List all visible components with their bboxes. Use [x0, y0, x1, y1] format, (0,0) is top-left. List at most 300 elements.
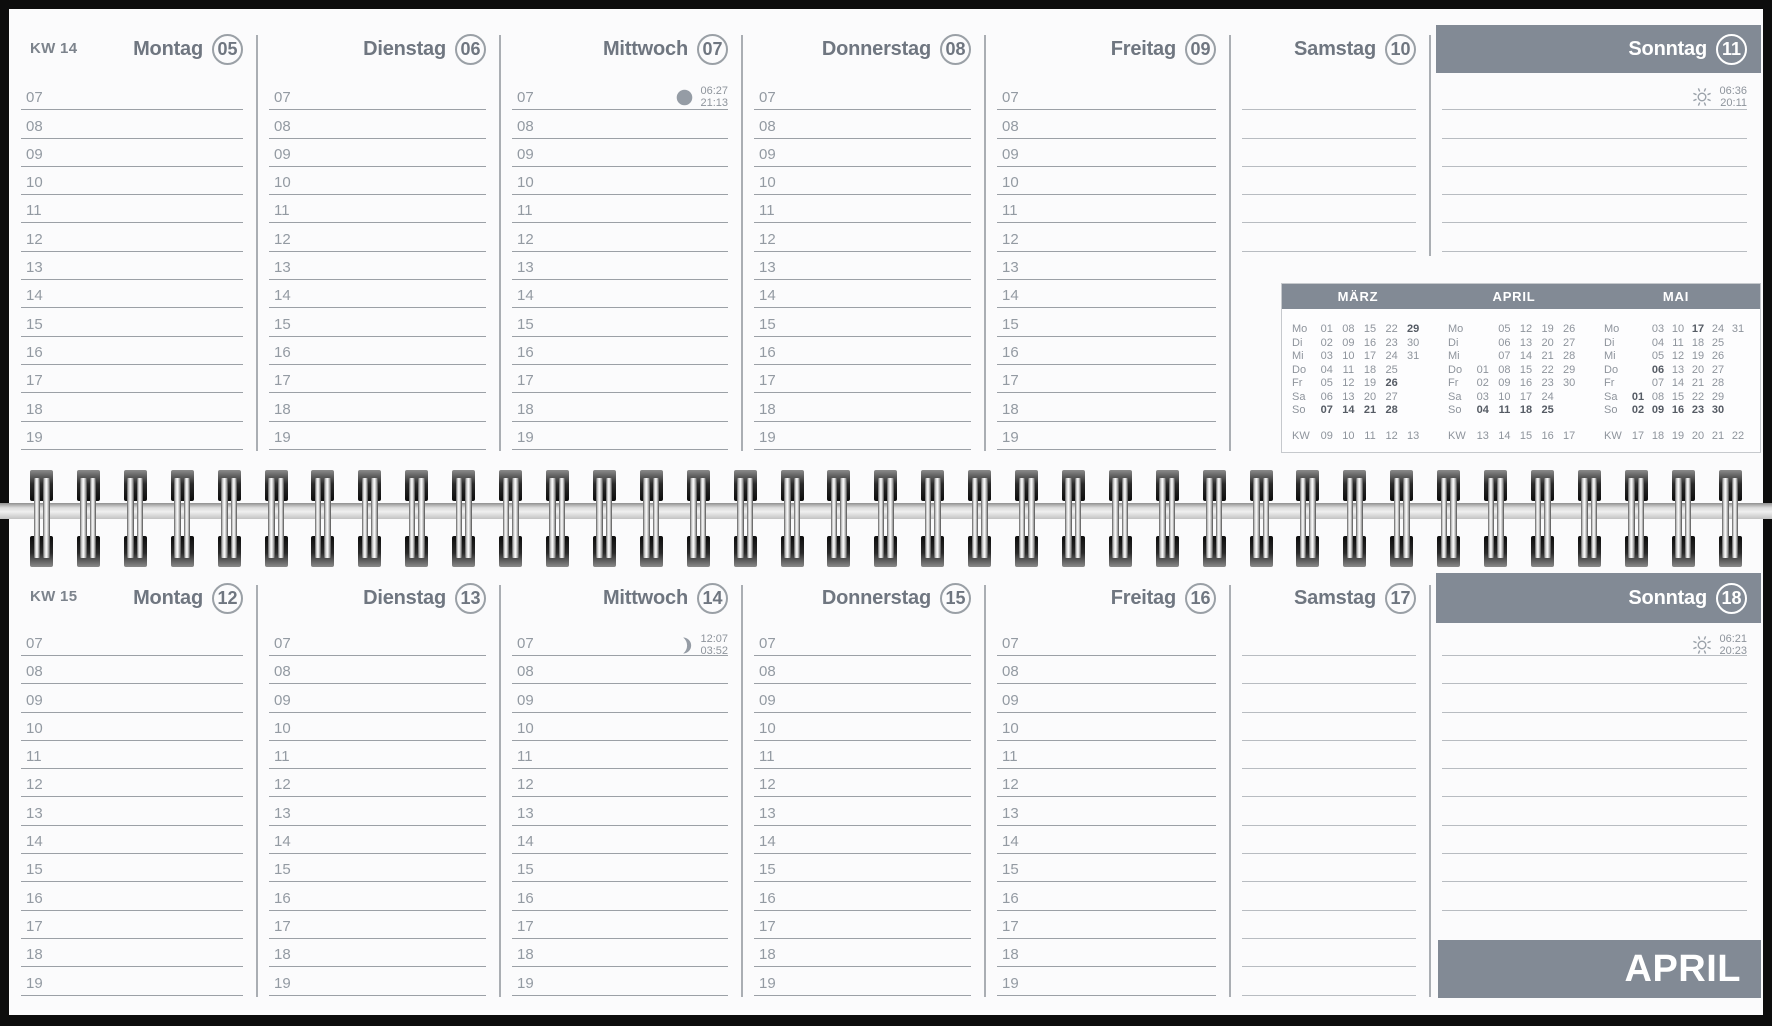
- day-name-label: Montag: [133, 586, 203, 609]
- day-rows: [1242, 82, 1416, 252]
- mini-cal-date: 21: [1363, 404, 1377, 416]
- mini-cal-date: 19: [1691, 350, 1705, 362]
- hour-row: [997, 365, 1216, 393]
- hour-row: [997, 139, 1216, 167]
- binding-loop: [171, 468, 194, 568]
- hour-label: 16: [1002, 889, 1019, 907]
- day-name-label: Dienstag: [363, 586, 446, 609]
- hour-row: [512, 769, 728, 797]
- hour-label: 19: [26, 428, 43, 446]
- binding-wire: [1722, 478, 1729, 558]
- binding-wire: [503, 478, 510, 558]
- binding-wire: [1019, 478, 1026, 558]
- hour-row: [21, 741, 243, 769]
- mini-cal-week-number: 21: [1711, 430, 1725, 442]
- mini-cal-date: 19: [1363, 377, 1377, 389]
- sunday-header-bar: [1436, 573, 1761, 623]
- hour-row: [21, 422, 243, 450]
- writing-line: [1242, 656, 1416, 684]
- binding-wire: [409, 478, 416, 558]
- column-divider: [984, 35, 986, 451]
- day-name-label: Dienstag: [363, 37, 446, 60]
- binding-wire: [1263, 478, 1270, 558]
- mini-cal-day-label: Sa: [1604, 390, 1618, 403]
- hour-row: [21, 337, 243, 365]
- hour-label: 12: [759, 230, 776, 248]
- day-name-label: Sonntag: [1628, 586, 1707, 609]
- writing-line: [1242, 167, 1416, 195]
- hour-row: [21, 393, 243, 421]
- hour-label: 15: [274, 315, 291, 333]
- binding-wire: [700, 478, 707, 558]
- set-time: 20:11: [1720, 97, 1747, 109]
- hour-row: [997, 393, 1216, 421]
- day-number-badge: 11: [1716, 34, 1747, 65]
- binding-wire: [1253, 478, 1260, 558]
- mini-cal-date: 29: [1711, 390, 1725, 403]
- day-number-badge: 17: [1385, 583, 1416, 614]
- hour-label: 10: [1002, 174, 1019, 192]
- set-time: 21:13: [700, 97, 728, 109]
- mini-cal-date: 12: [1671, 350, 1685, 362]
- column-divider: [1229, 35, 1231, 451]
- binding-wire: [1497, 478, 1504, 558]
- binding-loop: [1484, 468, 1507, 568]
- hour-label: 08: [26, 663, 43, 681]
- binding-loop: [1578, 468, 1601, 568]
- hour-label: 17: [26, 372, 43, 390]
- mini-cal-date: 17: [1691, 323, 1705, 335]
- hour-row: [997, 797, 1216, 825]
- mini-cal-date: [1728, 337, 1748, 351]
- mini-cal-date: [1628, 323, 1648, 337]
- hour-label: 07: [26, 89, 43, 107]
- hour-label: 07: [517, 634, 534, 652]
- mini-cal-date: 12: [1342, 377, 1355, 389]
- column-divider: [741, 585, 743, 997]
- hour-label: 07: [517, 89, 534, 107]
- hour-label: 19: [274, 428, 291, 446]
- hour-row: [754, 365, 971, 393]
- hour-label: 07: [274, 89, 291, 107]
- hour-row: [754, 854, 971, 882]
- mini-cal-date: 08: [1498, 363, 1511, 376]
- mini-cal-date: 20: [1363, 390, 1377, 403]
- mini-cal-date: 18: [1691, 336, 1705, 349]
- day-number-badge: 06: [455, 34, 486, 65]
- hour-label: 13: [517, 804, 534, 822]
- hour-label: 19: [26, 974, 43, 992]
- hour-label: 09: [517, 691, 534, 709]
- writing-line: [1242, 854, 1416, 882]
- hour-label: 09: [274, 145, 291, 163]
- mini-cal-date: 26: [1385, 377, 1398, 389]
- hour-label: 16: [517, 343, 534, 361]
- mini-cal-date: 08: [1342, 323, 1355, 335]
- mini-cal-date: 26: [1563, 323, 1576, 335]
- mini-cal-date: [1628, 377, 1648, 391]
- binding-loop: [1343, 468, 1366, 568]
- binding-loop: [218, 468, 241, 568]
- rise-time: 06:27: [700, 85, 728, 97]
- mini-cal-date: 31: [1731, 323, 1745, 335]
- mini-cal-date: 04: [1651, 336, 1665, 349]
- hour-row: [512, 337, 728, 365]
- mini-cal-date: 01: [1631, 390, 1645, 403]
- mini-cal-date: 13: [1342, 390, 1355, 403]
- writing-line: [1442, 797, 1747, 825]
- hour-label: 10: [274, 719, 291, 737]
- hour-label: 16: [26, 343, 43, 361]
- hour-row: [754, 280, 971, 308]
- day-column-mittwoch: [500, 9, 742, 503]
- mini-cal-date: [1728, 364, 1748, 378]
- binding-loop: [405, 468, 428, 568]
- day-column-mittwoch: [500, 519, 742, 1015]
- hour-row: [269, 911, 486, 939]
- binding-loop: [1719, 468, 1742, 568]
- binding-wire: [1159, 478, 1166, 558]
- mini-cal-date: 16: [1671, 404, 1685, 416]
- hour-row: [269, 713, 486, 741]
- binding-loop: [1531, 468, 1554, 568]
- mini-cal-date: [1402, 391, 1424, 405]
- hour-label: 13: [26, 259, 43, 277]
- mini-cal-date: 26: [1711, 350, 1725, 362]
- hour-label: 15: [517, 315, 534, 333]
- binding-wire: [324, 478, 331, 558]
- hour-label: 08: [1002, 663, 1019, 681]
- hour-label: 11: [1002, 202, 1018, 220]
- hour-label: 14: [274, 833, 291, 851]
- hour-row: [269, 882, 486, 910]
- mini-cal-date: 09: [1498, 377, 1511, 389]
- writing-line: [1442, 167, 1747, 195]
- mini-cal-week-number: 10: [1342, 430, 1355, 442]
- mini-cal-row: [1448, 404, 1580, 418]
- binding-wire: [690, 478, 697, 558]
- day-number-badge: 18: [1716, 583, 1747, 614]
- binding-wire: [1065, 478, 1072, 558]
- hour-row: [21, 854, 243, 882]
- mini-cal-date: 21: [1691, 377, 1705, 389]
- day-number-badge: 16: [1185, 583, 1216, 614]
- binding-loop: [1296, 468, 1319, 568]
- binding-loop: [874, 468, 897, 568]
- mini-cal-date: 13: [1519, 336, 1533, 349]
- hour-row: [21, 365, 243, 393]
- day-column-donnerstag: [742, 519, 985, 1015]
- hour-label: 16: [517, 889, 534, 907]
- mini-cal-date: 28: [1385, 404, 1398, 416]
- mini-cal-row: [1448, 377, 1580, 391]
- hour-label: 07: [759, 634, 776, 652]
- hour-row: [269, 167, 486, 195]
- hour-row: [269, 797, 486, 825]
- binding-wire: [1488, 478, 1495, 558]
- hour-label: 17: [1002, 372, 1019, 390]
- mini-cal-date: 27: [1711, 363, 1725, 376]
- hour-label: 14: [517, 833, 534, 851]
- hour-label: 12: [517, 230, 534, 248]
- mini-cal-date: 29: [1407, 323, 1420, 335]
- mini-cal-date: [1728, 391, 1748, 405]
- day-column-samstag: [1230, 519, 1430, 1015]
- hour-row: [512, 713, 728, 741]
- mini-cal-date: 22: [1541, 363, 1554, 376]
- mini-cal-row: [1448, 337, 1580, 351]
- hour-label: 13: [759, 259, 776, 277]
- hour-label: 11: [759, 748, 775, 766]
- mini-cal-date: 05: [1498, 323, 1511, 335]
- astro-times: [700, 633, 728, 657]
- column-divider: [256, 585, 258, 997]
- hour-label: 17: [274, 917, 291, 935]
- hour-label: 08: [274, 663, 291, 681]
- hour-label: 15: [517, 861, 534, 879]
- hour-label: 15: [1002, 315, 1019, 333]
- binding-wire: [840, 478, 847, 558]
- hour-row: [21, 308, 243, 336]
- day-header: [1436, 25, 1761, 73]
- mini-cal-date: [1472, 337, 1494, 351]
- binding-wire: [418, 478, 425, 558]
- hour-row: [21, 82, 243, 110]
- mini-cal-row: [1292, 377, 1424, 391]
- mini-cal-date: 29: [1563, 363, 1576, 376]
- mini-cal-date: [1728, 404, 1748, 418]
- mini-cal-kw-label: KW: [1604, 430, 1622, 442]
- mini-cal-date: 10: [1342, 350, 1355, 362]
- mini-cal-day-label: Mi: [1448, 350, 1460, 362]
- hour-row: [21, 769, 243, 797]
- hour-label: 09: [759, 145, 776, 163]
- day-header: [1230, 25, 1430, 73]
- hour-row: [997, 684, 1216, 712]
- mini-cal-date: 17: [1519, 390, 1533, 403]
- hour-row: [269, 628, 486, 656]
- hour-label: 08: [759, 663, 776, 681]
- mini-cal-row: [1448, 391, 1580, 405]
- binding-wire: [747, 478, 754, 558]
- binding-loop: [687, 468, 710, 568]
- mini-cal-week-number: 13: [1407, 430, 1420, 442]
- hour-row: [754, 713, 971, 741]
- binding-loop: [124, 468, 147, 568]
- writing-line: [1242, 82, 1416, 110]
- hour-row: [754, 82, 971, 110]
- hour-row: [21, 684, 243, 712]
- binding-wire: [1441, 478, 1448, 558]
- binding-wire: [221, 478, 228, 558]
- hour-row: [21, 252, 243, 280]
- day-number-badge: 08: [940, 34, 971, 65]
- hour-row: [512, 967, 728, 995]
- binding-wire: [981, 478, 988, 558]
- binding-wire: [1403, 478, 1410, 558]
- day-number-badge: 10: [1385, 34, 1416, 65]
- day-rows: [997, 82, 1216, 450]
- mini-cal-date: 04: [1476, 404, 1489, 416]
- mini-cal-day-label: Do: [1448, 363, 1463, 376]
- day-rows: [997, 628, 1216, 996]
- hour-label: 17: [517, 372, 534, 390]
- day-header: [1436, 573, 1761, 623]
- mini-cal-row: [1604, 364, 1748, 378]
- astro-info: [675, 632, 728, 658]
- column-divider: [499, 585, 501, 997]
- day-rows: [269, 82, 486, 450]
- hour-row: [269, 139, 486, 167]
- hour-row: [997, 252, 1216, 280]
- mini-cal-date: [1472, 350, 1494, 364]
- hour-row: [512, 797, 728, 825]
- mini-cal-day-label: Fr: [1448, 377, 1459, 389]
- mini-cal-date: 10: [1498, 390, 1511, 403]
- hour-row: [269, 684, 486, 712]
- hour-label: 09: [1002, 691, 1019, 709]
- hour-label: 13: [517, 259, 534, 277]
- sunday-header-bar: [1436, 25, 1761, 73]
- day-column-sonntag: [1430, 519, 1761, 1015]
- binding-loop: [640, 468, 663, 568]
- mini-cal-row: [1292, 337, 1424, 351]
- mini-cal-date: 07: [1320, 404, 1333, 416]
- hour-label: 16: [759, 343, 776, 361]
- binding-wire: [549, 478, 556, 558]
- binding-wire: [1394, 478, 1401, 558]
- hour-row: [754, 769, 971, 797]
- mini-cal-date: 30: [1407, 336, 1420, 349]
- hour-label: 17: [759, 372, 776, 390]
- sun-icon: [1691, 634, 1713, 656]
- binding-wire: [1122, 478, 1129, 558]
- hour-row: [512, 393, 728, 421]
- writing-line: [1242, 939, 1416, 967]
- writing-line: [1242, 139, 1416, 167]
- mini-cal-date: 03: [1320, 350, 1333, 362]
- hour-row: [997, 422, 1216, 450]
- binding-wire: [34, 478, 41, 558]
- day-column-donnerstag: [742, 9, 985, 503]
- hour-row: [754, 422, 971, 450]
- day-rows: [1242, 628, 1416, 996]
- mini-cal-date: [1558, 404, 1580, 418]
- hour-label: 15: [26, 861, 43, 879]
- hour-label: 19: [517, 974, 534, 992]
- astro-times: [700, 85, 728, 109]
- hour-row: [269, 393, 486, 421]
- binding-loop: [546, 468, 569, 568]
- writing-line: [1442, 826, 1747, 854]
- day-header: [742, 25, 985, 73]
- mini-cal-week-number: 12: [1385, 430, 1398, 442]
- hour-label: 10: [517, 174, 534, 192]
- writing-line: [1442, 769, 1747, 797]
- day-header: [257, 25, 500, 73]
- hour-label: 18: [26, 946, 43, 964]
- hour-label: 18: [759, 400, 776, 418]
- day-header: [9, 25, 257, 73]
- binding-wire: [1028, 478, 1035, 558]
- day-header: [742, 573, 985, 623]
- binding-wire: [231, 478, 238, 558]
- hour-label: 17: [274, 372, 291, 390]
- hour-row: [512, 139, 728, 167]
- binding-loop: [827, 468, 850, 568]
- hour-row: [269, 422, 486, 450]
- hour-row: [21, 826, 243, 854]
- hour-row: [269, 365, 486, 393]
- binding-wire: [1356, 478, 1363, 558]
- hour-row: [754, 826, 971, 854]
- hour-row: [997, 110, 1216, 138]
- hour-row: [21, 882, 243, 910]
- hour-row: [997, 82, 1216, 110]
- hour-label: 11: [274, 748, 290, 766]
- binding-loop: [1672, 468, 1695, 568]
- hour-row: [997, 882, 1216, 910]
- hour-label: 18: [26, 400, 43, 418]
- hour-row: [269, 656, 486, 684]
- mini-cal-date: 14: [1519, 350, 1533, 362]
- binding-loop: [358, 468, 381, 568]
- mini-cal-date: 02: [1631, 404, 1645, 416]
- week-number-label: KW 15: [30, 588, 78, 605]
- hour-label: 14: [759, 833, 776, 851]
- column-divider: [1429, 585, 1431, 997]
- hour-label: 09: [1002, 145, 1019, 163]
- day-header: [500, 573, 742, 623]
- binding-wire: [1169, 478, 1176, 558]
- mini-cal-week-number: 09: [1320, 430, 1333, 442]
- binding-wire: [606, 478, 613, 558]
- hour-label: 19: [759, 428, 776, 446]
- day-name-label: Mittwoch: [602, 586, 688, 609]
- hour-row: [754, 252, 971, 280]
- day-column-dienstag: [257, 9, 500, 503]
- day-rows: [21, 628, 243, 996]
- binding-loop: [1015, 468, 1038, 568]
- hour-label: 12: [274, 230, 291, 248]
- hour-row: [512, 308, 728, 336]
- hour-label: 18: [274, 946, 291, 964]
- writing-line: [1442, 741, 1747, 769]
- binding-wire: [794, 478, 801, 558]
- mini-cal-date: [1402, 364, 1424, 378]
- mini-cal-date: [1402, 377, 1424, 391]
- writing-line: [1442, 656, 1747, 684]
- writing-line: [1242, 769, 1416, 797]
- mini-cal-date: 10: [1671, 323, 1685, 335]
- hour-label: 08: [26, 117, 43, 135]
- day-header: [9, 573, 257, 623]
- mini-cal-day-label: Do: [1292, 363, 1307, 376]
- hour-row: [512, 741, 728, 769]
- hour-label: 10: [26, 719, 43, 737]
- writing-line: [1242, 110, 1416, 138]
- hour-label: 15: [274, 861, 291, 879]
- day-number-badge: 13: [455, 583, 486, 614]
- hour-row: [21, 223, 243, 251]
- hour-label: 09: [517, 145, 534, 163]
- mini-cal-day-label: So: [1292, 404, 1306, 416]
- hour-row: [512, 882, 728, 910]
- day-name-label: Samstag: [1294, 37, 1376, 60]
- binding-loop: [1437, 468, 1460, 568]
- mini-cal-row: [1448, 350, 1580, 364]
- week-number-label: KW 14: [30, 40, 78, 57]
